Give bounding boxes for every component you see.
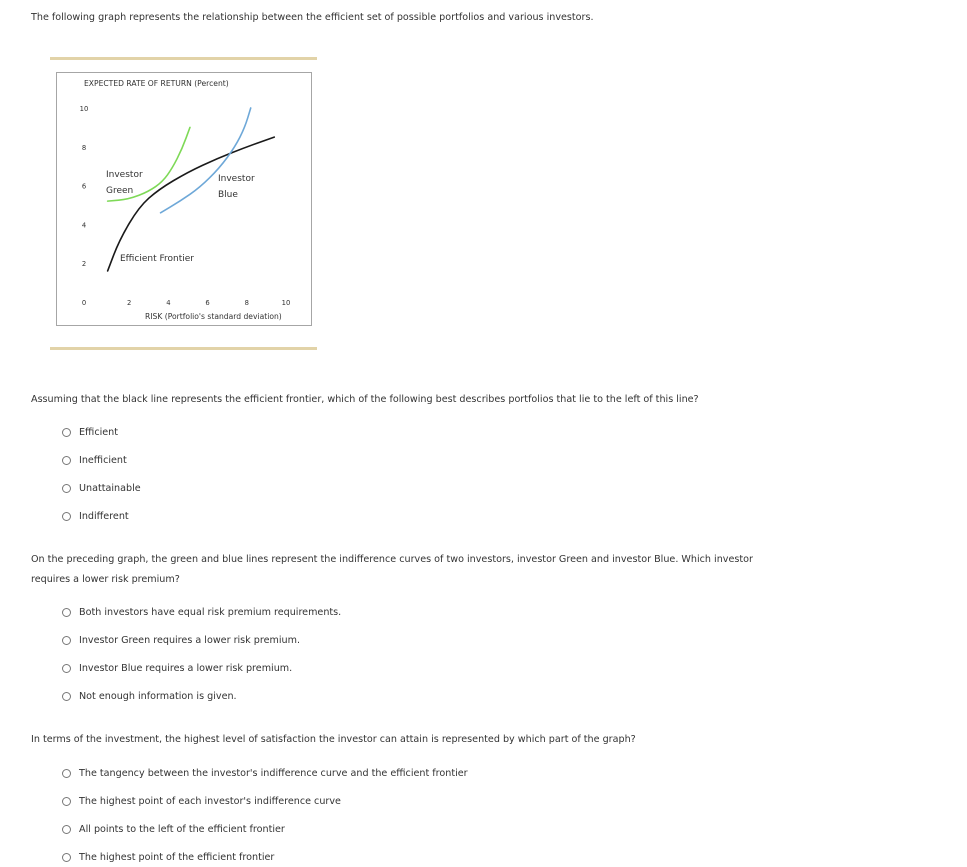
- question-2-text-line-1: On the preceding graph, the green and blue lines represent the indifference curves of two investors, investor Green and investor Blue. Which investor: [31, 554, 753, 565]
- q1-option-1[interactable]: Efficient: [62, 425, 118, 439]
- radio-button[interactable]: [62, 692, 71, 701]
- efficient-frontier-line: [108, 137, 275, 271]
- x-tick-label: 10: [281, 299, 291, 307]
- y-tick-label: 2: [81, 260, 87, 269]
- radio-button[interactable]: [62, 636, 71, 645]
- y-tick-label: 0: [81, 299, 87, 307]
- q1-option-3[interactable]: Unattainable: [62, 481, 141, 495]
- q2-option-4[interactable]: Not enough information is given.: [62, 689, 237, 703]
- label-investor-blue-1: Investor: [218, 174, 255, 184]
- radio-button[interactable]: [62, 797, 71, 806]
- q3-option-2[interactable]: The highest point of each investor's indifference curve: [62, 794, 341, 808]
- x-axis-title: RISK (Portfolio's standard deviation): [145, 312, 282, 321]
- question-3-text: In terms of the investment, the highest level of satisfaction the investor can attain is represented by which part of the graph?: [31, 734, 636, 745]
- y-axis-title: EXPECTED RATE OF RETURN (Percent): [84, 79, 229, 88]
- intro-text: The following graph represents the relationship between the efficient set of possible portfolios and various investors.: [31, 12, 594, 23]
- x-tick-label: 2: [127, 299, 132, 307]
- x-tick-label: 8: [244, 299, 249, 307]
- label-investor-blue-2: Blue: [218, 190, 238, 200]
- label-efficient-frontier: Efficient Frontier: [120, 254, 194, 264]
- figure-top-rule: [50, 57, 317, 60]
- q2-option-1[interactable]: Both investors have equal risk premium requirements.: [62, 605, 341, 619]
- radio-button[interactable]: [62, 664, 71, 673]
- q3-option-3[interactable]: All points to the left of the efficient frontier: [62, 822, 285, 836]
- q3-option-4[interactable]: The highest point of the efficient frontier: [62, 850, 274, 864]
- radio-button[interactable]: [62, 853, 71, 862]
- radio-button[interactable]: [62, 484, 71, 493]
- y-tick-label: 4: [81, 221, 87, 230]
- y-tick-label: 8: [81, 143, 87, 152]
- q3-option-1[interactable]: The tangency between the investor's indifference curve and the efficient frontier: [62, 766, 468, 780]
- radio-button[interactable]: [62, 608, 71, 617]
- figure-bottom-rule: [50, 347, 317, 350]
- radio-button[interactable]: [62, 456, 71, 465]
- radio-button[interactable]: [62, 825, 71, 834]
- label-investor-green-1: Investor: [106, 170, 143, 180]
- question-1-text: Assuming that the black line represents the efficient frontier, which of the following best describes portfolios that lie to the left of this line?: [31, 394, 699, 405]
- risk-return-chart: [57, 73, 313, 327]
- radio-button[interactable]: [62, 428, 71, 437]
- radio-button[interactable]: [62, 769, 71, 778]
- x-tick-label: 6: [205, 299, 210, 307]
- question-2-text-line-2: requires a lower risk premium?: [31, 574, 180, 585]
- x-tick-label: 4: [166, 299, 171, 307]
- radio-button[interactable]: [62, 512, 71, 521]
- label-investor-green-2: Green: [106, 186, 134, 196]
- q1-option-4[interactable]: Indifferent: [62, 509, 129, 523]
- y-tick-label: 6: [81, 182, 87, 191]
- q2-option-3[interactable]: Investor Blue requires a lower risk premium.: [62, 661, 292, 675]
- q2-option-2[interactable]: Investor Green requires a lower risk premium.: [62, 633, 300, 647]
- y-tick-label: 10: [79, 105, 89, 113]
- figure-frame: [56, 72, 312, 326]
- q1-option-2[interactable]: Inefficient: [62, 453, 127, 467]
